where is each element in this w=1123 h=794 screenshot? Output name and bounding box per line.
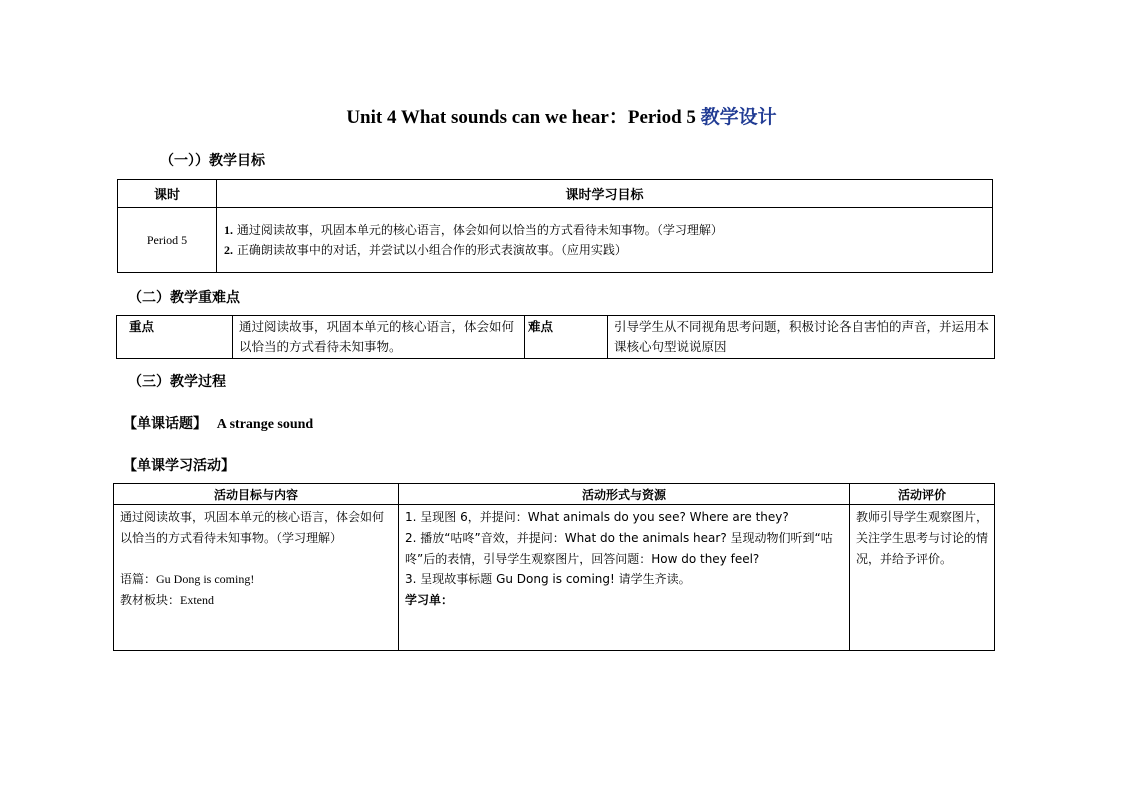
activities-table (113, 483, 995, 651)
goal-content-cell (114, 505, 399, 651)
activity-goal: 通过阅读故事，巩固本单元的核心语言，体会如何以恰当的方式看待未知事物。（学习理解） (120, 510, 385, 545)
activities-heading: 【单课学习活动】 (123, 458, 235, 474)
key-text: 通过阅读故事，巩固本单元的核心语言，体会如何以恰当的方式看待未知事物。 (233, 316, 525, 359)
header-evaluation: 活动评价 (850, 484, 995, 505)
document-title (0, 102, 1123, 129)
text-line: 语篇：Gu Dong is coming! (120, 572, 255, 587)
goal-item: 1. 通过阅读故事，巩固本单元的核心语言，体会如何以恰当的方式看待未知事物。（学习理解） (224, 223, 723, 237)
form-resources-cell (399, 505, 850, 651)
section1-heading: （一））教学目标 (160, 153, 265, 169)
difficult-text: 引导学生从不同视角思考问题，积极讨论各自害怕的声音，并运用本课核心句型说说原因 (608, 316, 995, 359)
goals-cell (217, 208, 993, 273)
activity-step: 2. 播放“咕咚”音效，并提问：What do the animals hear? 呈现动物们听到“咕咚”后的表情，引导学生观察图片，回答问题：How do they feel? (405, 530, 833, 566)
header-form-resources: 活动形式与资源 (399, 484, 850, 505)
activity-step: 1. 呈现图 6，并提问：What animals do you see? Where are they? (405, 510, 789, 524)
topic-value: A strange sound (216, 417, 314, 432)
objectives-table (117, 179, 993, 273)
title-chinese: 教学设计 (700, 106, 777, 128)
topic-line (123, 413, 313, 433)
worksheet-label: 学习单： (405, 593, 454, 608)
topic-label: 【单课话题】 (123, 416, 207, 432)
difficult-label: 难点 (525, 316, 608, 359)
period-cell: Period 5 (118, 208, 217, 273)
section2-heading: （二）教学重难点 (128, 290, 240, 306)
header-goal-content: 活动目标与内容 (114, 484, 399, 505)
header-objectives: 课时学习目标 (217, 180, 993, 208)
title-english: Unit 4 What sounds can we hear：Period 5 (346, 107, 701, 128)
section3-heading: （三）教学过程 (128, 374, 226, 390)
goal-item: 2. 正确朗读故事中的对话，并尝试以小组合作的形式表演故事。（应用实践） (224, 243, 627, 257)
key-label: 重点 (117, 316, 233, 359)
key-points-table (116, 315, 995, 359)
module-line: 教材板块：Extend (120, 593, 214, 608)
activity-step: 3. 呈现故事标题 Gu Dong is coming! 请学生齐读。 (405, 572, 691, 587)
evaluation-cell: 教师引导学生观察图片，关注学生思考与讨论的情况，并给予评价。 (850, 505, 995, 651)
header-period: 课时 (118, 180, 217, 208)
